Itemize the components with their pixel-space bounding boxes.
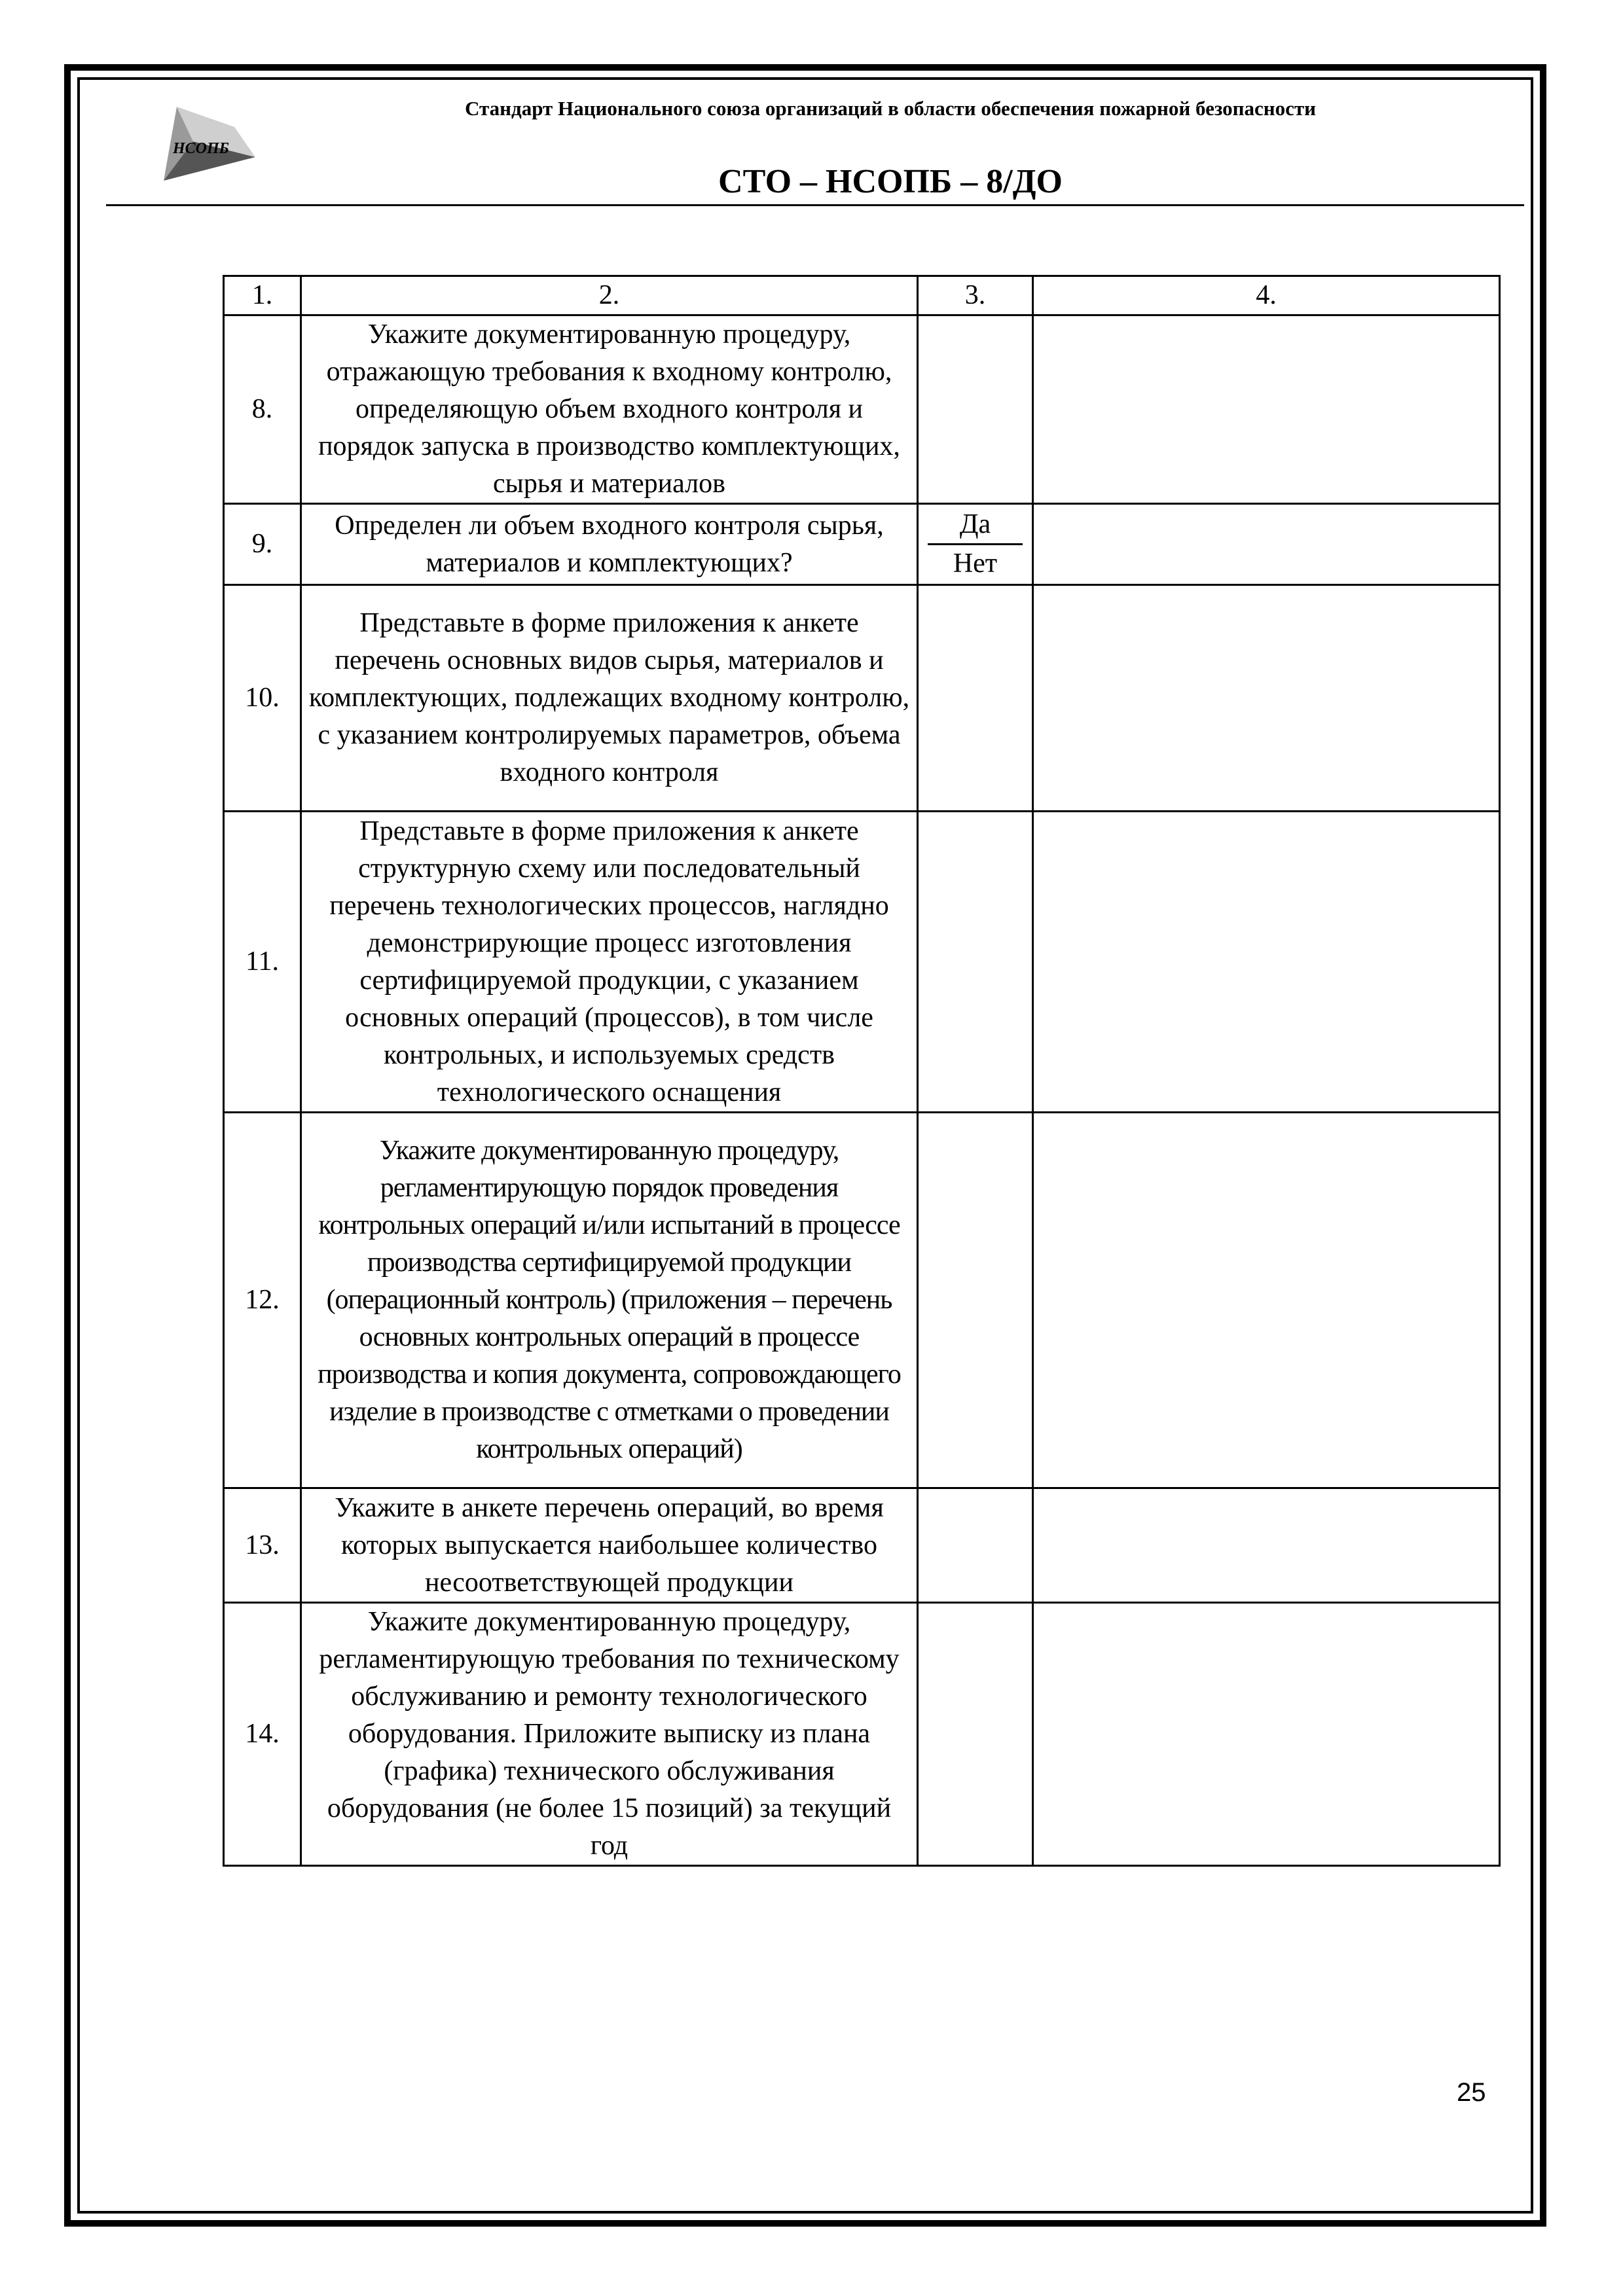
- row-answer-cell[interactable]: [918, 1603, 1033, 1866]
- row-number: 9.: [224, 504, 301, 585]
- table-row: [224, 585, 1500, 812]
- row-comment-cell[interactable]: [1033, 812, 1500, 1113]
- table-row: [224, 812, 1500, 1113]
- column-header-1: 1.: [224, 276, 301, 315]
- table-row: [224, 1603, 1500, 1866]
- standard-title: Стандарт Национального союза организаций в области обеспечения пожарной безопасности: [465, 97, 1316, 120]
- row-number: 13.: [224, 1488, 301, 1603]
- row-comment-cell[interactable]: [1033, 1488, 1500, 1603]
- row-comment-cell[interactable]: [1033, 504, 1500, 585]
- table-row: [224, 1488, 1500, 1603]
- questionnaire-table: [223, 275, 1501, 1867]
- row-question: Укажите в анкете перечень операций, во время которых выпускается наибольшее количество несоответствующей продукции: [301, 1488, 918, 1603]
- answer-yes-option[interactable]: Да: [928, 506, 1023, 545]
- column-header-2: 2.: [301, 276, 918, 315]
- row-answer-cell[interactable]: [918, 1113, 1033, 1488]
- table-row: [224, 504, 1500, 585]
- table-row: [224, 1113, 1500, 1488]
- row-question: Укажите документированную процедуру, регламентирующую порядок проведения контрольных операций и/или испытаний в процессе производства сертифицируемой продукции (операционный контроль) (приложения – перечень основных контрольных операций в процессе производства и копия документа, сопровождающего изделие в производстве с отметками о проведении контрольных операций): [301, 1113, 918, 1488]
- row-comment-cell[interactable]: [1033, 315, 1500, 504]
- row-question: Укажите документированную процедуру, отражающую требования к входному контролю, определяющую объем входного контроля и порядок запуска в производство комплектующих, сырья и материалов: [301, 315, 918, 504]
- row-answer-cell[interactable]: [918, 1488, 1033, 1603]
- row-question: Представьте в форме приложения к анкете структурную схему или последовательный перечень технологических процессов, наглядно демонстрирующие процесс изготовления сертифицируемой продукции, с указанием основных операций (процессов), в том числе контрольных, и используемых средств технологического оснащения: [301, 812, 918, 1113]
- row-number: 8.: [224, 315, 301, 504]
- row-question: Представьте в форме приложения к анкете перечень основных видов сырья, материалов и комплектующих, подлежащих входному контролю, с указанием контролируемых параметров, объема входного контроля: [301, 585, 918, 812]
- document-code: СТО – НСОПБ – 8/ДО: [718, 163, 1063, 200]
- row-comment-cell[interactable]: [1033, 1113, 1500, 1488]
- nsopb-logo: [157, 103, 255, 188]
- row-answer-cell[interactable]: [918, 315, 1033, 504]
- svg-text:НСОПБ: НСОПБ: [173, 140, 229, 157]
- row-number: 14.: [224, 1603, 301, 1866]
- row-number: 11.: [224, 812, 301, 1113]
- row-question: Укажите документированную процедуру, регламентирующую требования по техническому обслуживанию и ремонту технологического оборудования. Приложите выписку из плана (графика) технического обслуживания оборудования (не более 15 позиций) за текущий год: [301, 1603, 918, 1866]
- row-question: Определен ли объем входного контроля сырья, материалов и комплектующих?: [301, 504, 918, 585]
- row-answer-cell: [918, 504, 1033, 585]
- row-comment-cell[interactable]: [1033, 585, 1500, 812]
- row-comment-cell[interactable]: [1033, 1603, 1500, 1866]
- row-number: 12.: [224, 1113, 301, 1488]
- table-header-row: [224, 276, 1500, 315]
- row-answer-cell[interactable]: [918, 812, 1033, 1113]
- page-number: 25: [1457, 2078, 1486, 2107]
- column-header-4: 4.: [1033, 276, 1500, 315]
- row-number: 10.: [224, 585, 301, 812]
- row-answer-cell[interactable]: [918, 585, 1033, 812]
- answer-no-option[interactable]: Нет: [953, 548, 998, 579]
- header-rule: [106, 204, 1524, 206]
- table-row: [224, 315, 1500, 504]
- column-header-3: 3.: [918, 276, 1033, 315]
